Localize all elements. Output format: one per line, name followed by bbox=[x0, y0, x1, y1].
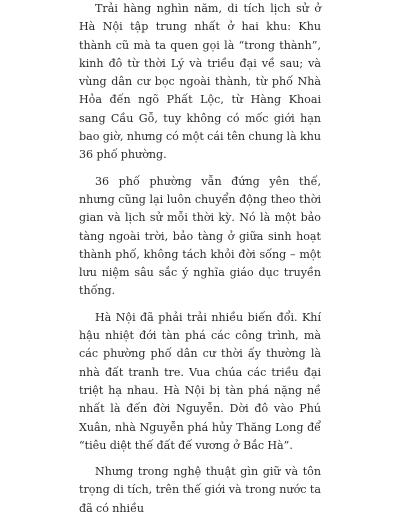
paragraph-1: Trải hàng nghìn năm, di tích lịch sử ở Hà Nội tập trung nhất ở hai khu: Khu thành cũ mà ta quen gọi là “trong thành”, kinh đô từ thời Lý và triều đại về sau; và vùng dân cư bọc ngoài thành, từ phố Nhà Hỏa đến ngõ Phất Lộc, từ Hàng Khoai sang Cầu Gỗ, tuy không có mốc giới hạn bao giờ, nhưng có một cái tên chung là khu 36 phố phường. bbox=[79, 2, 321, 162]
paragraph-3: Hà Nội đã phải trải nhiều biến đổi. Khí hậu nhiệt đới tàn phá các công trình, mà các phường phố dân cư thời ấy thường là nhà đất tranh tre. Vua chúa các triều đại triệt hạ nhau. Hà Nội bị tàn phá nặng nề nhất là đến đời Nguyễn. Dời đô vào Phú Xuân, nhà Nguyễn phá hủy Thăng Long để “tiêu diệt thế đất đế vương ở Bắc Hà”. bbox=[79, 310, 321, 452]
paragraph-2: 36 phố phường vẫn đứng yên thế, nhưng cũng lại luôn chuyển động theo thời gian và lịch sử mỗi thời kỳ. Nó là một bảo tàng ngoài trời, bảo tàng ở giữa sinh hoạt thành phố, không tách khỏi đời sống – một lưu niệm sâu sắc ý nghĩa giáo dục truyền thống. bbox=[79, 174, 321, 298]
body-text bbox=[79, 0, 321, 526]
paragraph-4: Nhưng trong nghệ thuật gìn giữ và tôn trọng di tích, trên thế giới và trong nước ta đã có nhiều bbox=[79, 465, 321, 515]
